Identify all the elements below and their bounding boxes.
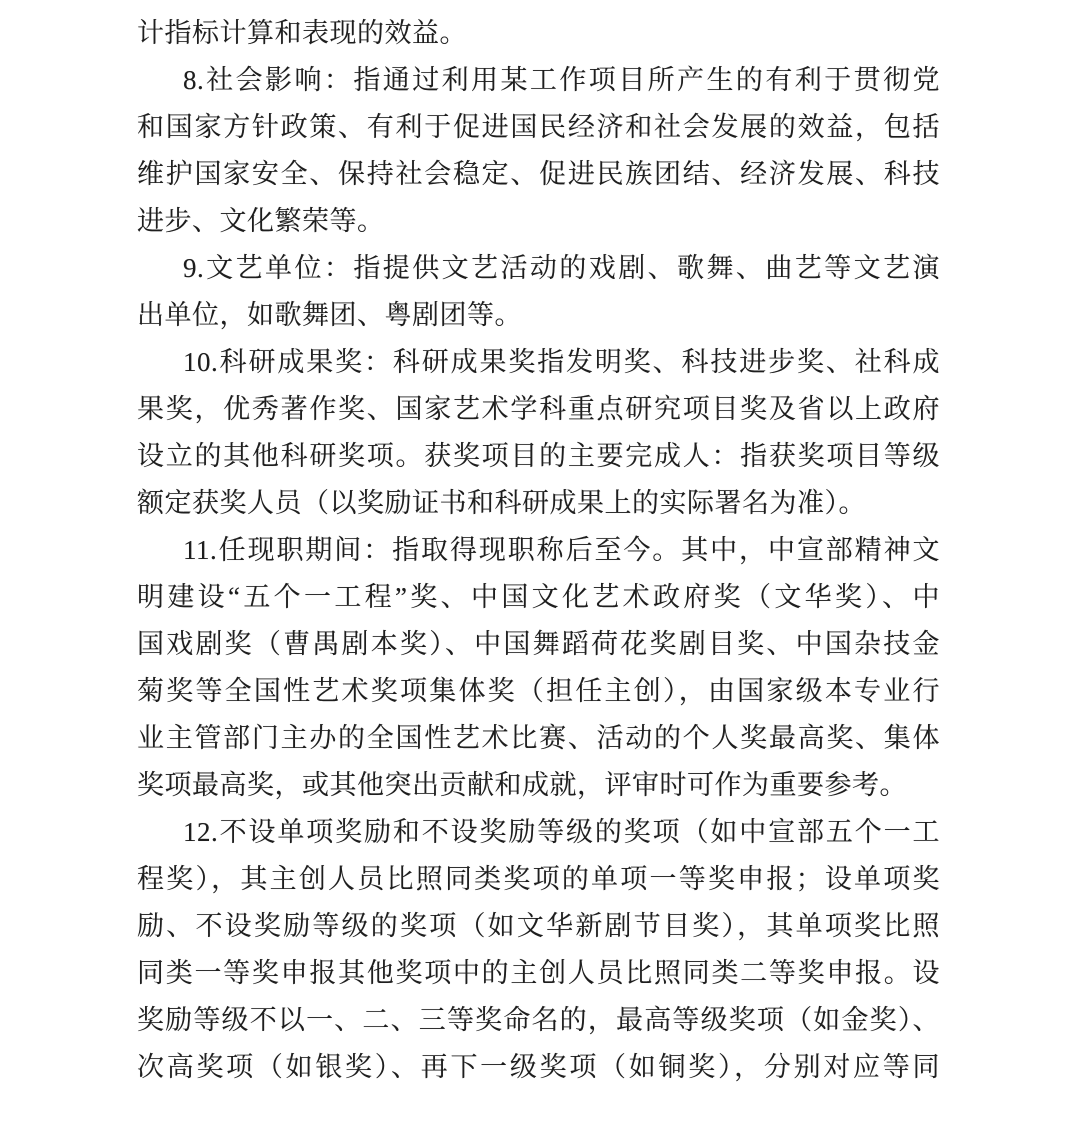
text-line: 果奖，优秀著作奖、国家艺术学科重点研究项目奖及省以上政府 [137,394,940,424]
text-line: 奖项最高奖，或其他突出贡献和成就，评审时可作为重要参考。 [137,770,907,800]
text-line: 奖励等级不以一、二、三等奖命名的，最高等级奖项（如金奖）、 [137,1005,940,1035]
text-line: 国戏剧奖（曹禺剧本奖）、中国舞蹈荷花奖剧目奖、中国杂技金 [137,629,940,659]
text-line: 明建设“五个一工程”奖、中国文化艺术政府奖（文华奖）、中 [137,582,940,612]
text-line: 额定获奖人员（以奖励证书和科研成果上的实际署名为准）。 [137,488,866,518]
text-line: 业主管部门主办的全国性艺术比赛、活动的个人奖最高奖、集体 [137,723,940,753]
text-line: 次高奖项（如银奖）、再下一级奖项（如铜奖），分别对应等同 [137,1052,940,1082]
text-line: 设立的其他科研奖项。获奖项目的主要完成人：指获奖项目等级 [137,441,940,471]
text-line: 计指标计算和表现的效益。 [137,18,467,48]
text-line: 同类一等奖申报其他奖项中的主创人员比照同类二等奖申报。设 [137,958,940,988]
text-line: 维护国家安全、保持社会稳定、促进民族团结、经济发展、科技 [137,159,940,189]
text-line: 程奖），其主创人员比照同类奖项的单项一等奖申报；设单项奖 [137,864,940,894]
text-line: 出单位，如歌舞团、粤剧团等。 [137,300,522,330]
text-line: 12.不设单项奖励和不设奖励等级的奖项（如中宣部五个一工 [183,817,940,847]
text-line: 10.科研成果奖：科研成果奖指发明奖、科技进步奖、社科成 [183,347,940,377]
text-line: 菊奖等全国性艺术奖项集体奖（担任主创），由国家级本专业行 [137,676,940,706]
text-line: 8.社会影响：指通过利用某工作项目所产生的有利于贯彻党 [183,65,940,95]
text-line: 和国家方针政策、有利于促进国民经济和社会发展的效益，包括 [137,112,940,142]
text-line: 励、不设奖励等级的奖项（如文华新剧节目奖），其单项奖比照 [137,911,940,941]
document-text-block [137,10,940,1091]
text-line: 进步、文化繁荣等。 [137,206,385,236]
text-line: 11.任现职期间：指取得现职称后至今。其中，中宣部精神文 [183,535,940,565]
text-line: 9.文艺单位：指提供文艺活动的戏剧、歌舞、曲艺等文艺演 [183,253,940,283]
